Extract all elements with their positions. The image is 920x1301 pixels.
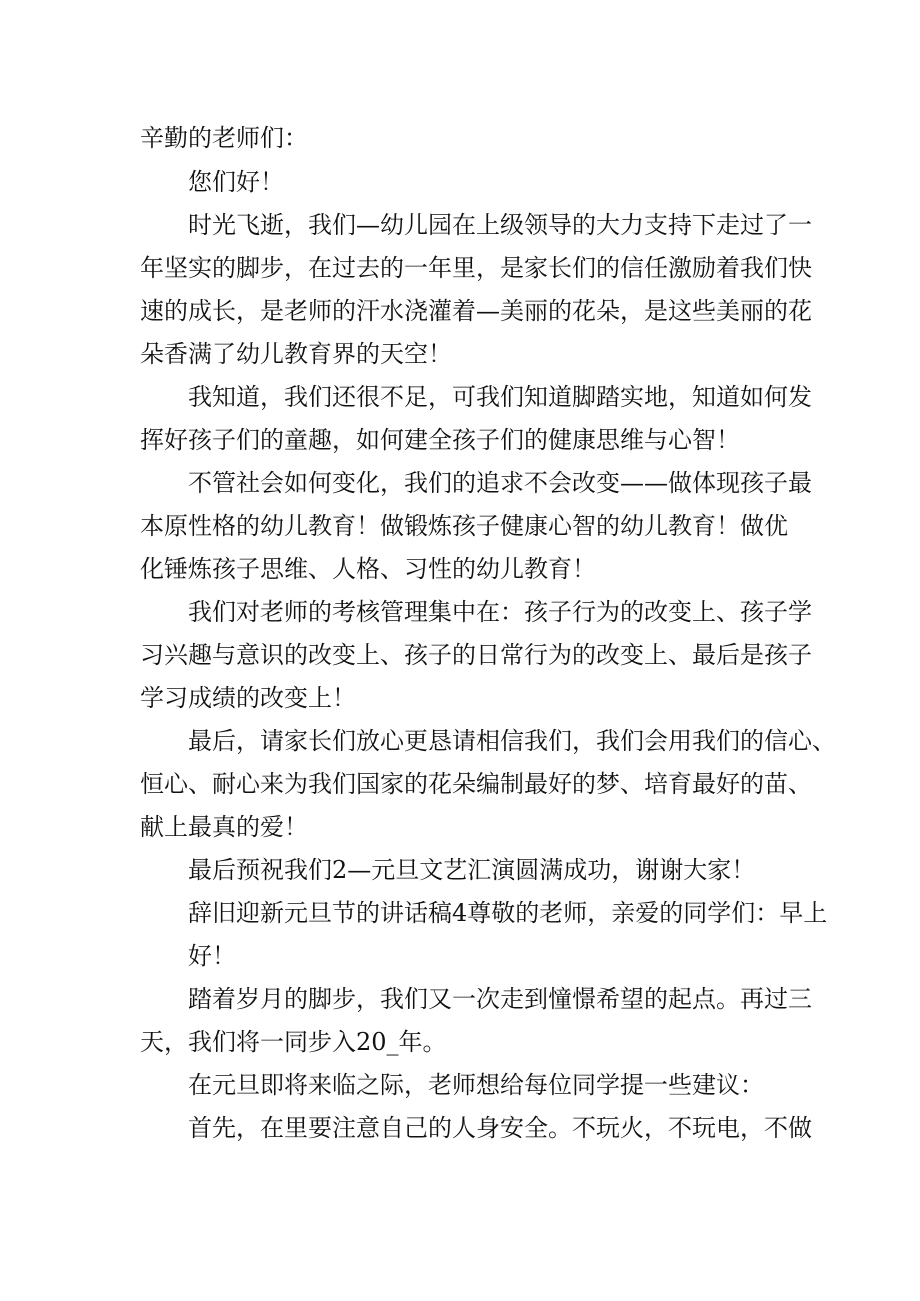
line-text: 首先，在里要注意自己的人身安全。不玩火，不玩电，不做 bbox=[188, 1114, 812, 1142]
paragraph-line bbox=[0, 506, 920, 546]
line-text: 最后，请家长们放心更恳请相信我们，我们会用我们的信心、 bbox=[188, 727, 836, 755]
paragraph-line bbox=[0, 764, 920, 804]
paragraph-line bbox=[0, 205, 920, 245]
paragraph-line bbox=[0, 721, 920, 761]
line-text: 辛勤的老师们： bbox=[140, 124, 308, 152]
paragraph-line bbox=[0, 635, 920, 675]
paragraph-line bbox=[0, 592, 920, 632]
line-text: 最后预祝我们2—元旦文艺汇演圆满成功，谢谢大家！ bbox=[188, 856, 756, 884]
line-text: 不管社会如何变化，我们的追求不会改变——做体现孩子最 bbox=[188, 469, 812, 497]
paragraph-line bbox=[0, 936, 920, 976]
paragraph-line bbox=[0, 1022, 920, 1062]
line-text: 时光飞逝，我们—幼儿园在上级领导的大力支持下走过了一 bbox=[188, 211, 812, 239]
paragraph-line bbox=[0, 1108, 920, 1148]
line-text: 年坚实的脚步，在过去的一年里，是家长们的信任激励着我们快 bbox=[140, 254, 812, 282]
paragraph-line bbox=[0, 291, 920, 331]
paragraph-line bbox=[0, 420, 920, 460]
paragraph-line bbox=[0, 334, 920, 374]
paragraph-line bbox=[0, 893, 920, 933]
paragraph-line bbox=[0, 549, 920, 589]
line-text: 朵香满了幼儿教育界的天空！ bbox=[140, 340, 452, 368]
salutation bbox=[0, 118, 920, 158]
line-text: 好！ bbox=[188, 942, 236, 970]
line-text: 学习成绩的改变上！ bbox=[140, 684, 356, 712]
line-text: 我们对老师的考核管理集中在：孩子行为的改变上、孩子学 bbox=[188, 598, 812, 626]
line-text: 恒心、耐心来为我们国家的花朵编制最好的梦、培育最好的苗、 bbox=[140, 770, 812, 798]
paragraph-line bbox=[0, 463, 920, 503]
line-text: 我知道，我们还很不足，可我们知道脚踏实地，知道如何发 bbox=[188, 383, 812, 411]
paragraph-line bbox=[0, 979, 920, 1019]
line-text: 习兴趣与意识的改变上、孩子的日常行为的改变上、最后是孩子 bbox=[140, 641, 812, 669]
line-text: 献上最真的爱！ bbox=[140, 813, 308, 841]
paragraph-line bbox=[0, 850, 920, 890]
line-text: 踏着岁月的脚步，我们又一次走到憧憬希望的起点。再过三 bbox=[188, 985, 812, 1013]
greeting bbox=[0, 162, 920, 202]
line-text: 本原性格的幼儿教育！做锻炼孩子健康心智的幼儿教育！做优 bbox=[140, 512, 788, 540]
paragraph-line bbox=[0, 248, 920, 288]
paragraph-line bbox=[0, 1065, 920, 1105]
line-text: 化锤炼孩子思维、人格、习性的幼儿教育！ bbox=[140, 555, 596, 583]
line-text: 辞旧迎新元旦节的讲话稿4尊敬的老师，亲爱的同学们：早上 bbox=[188, 899, 828, 927]
paragraph-line bbox=[0, 807, 920, 847]
paragraph-line bbox=[0, 377, 920, 417]
line-text: 速的成长，是老师的汗水浇灌着—美丽的花朵，是这些美丽的花 bbox=[140, 297, 812, 325]
paragraph-line bbox=[0, 678, 920, 718]
line-text: 在元旦即将来临之际，老师想给每位同学提一些建议： bbox=[188, 1071, 764, 1099]
line-text: 天，我们将一同步入20_年。 bbox=[140, 1028, 447, 1056]
line-text: 挥好孩子们的童趣，如何建全孩子们的健康思维与心智！ bbox=[140, 426, 740, 454]
line-text: 您们好！ bbox=[188, 168, 284, 196]
